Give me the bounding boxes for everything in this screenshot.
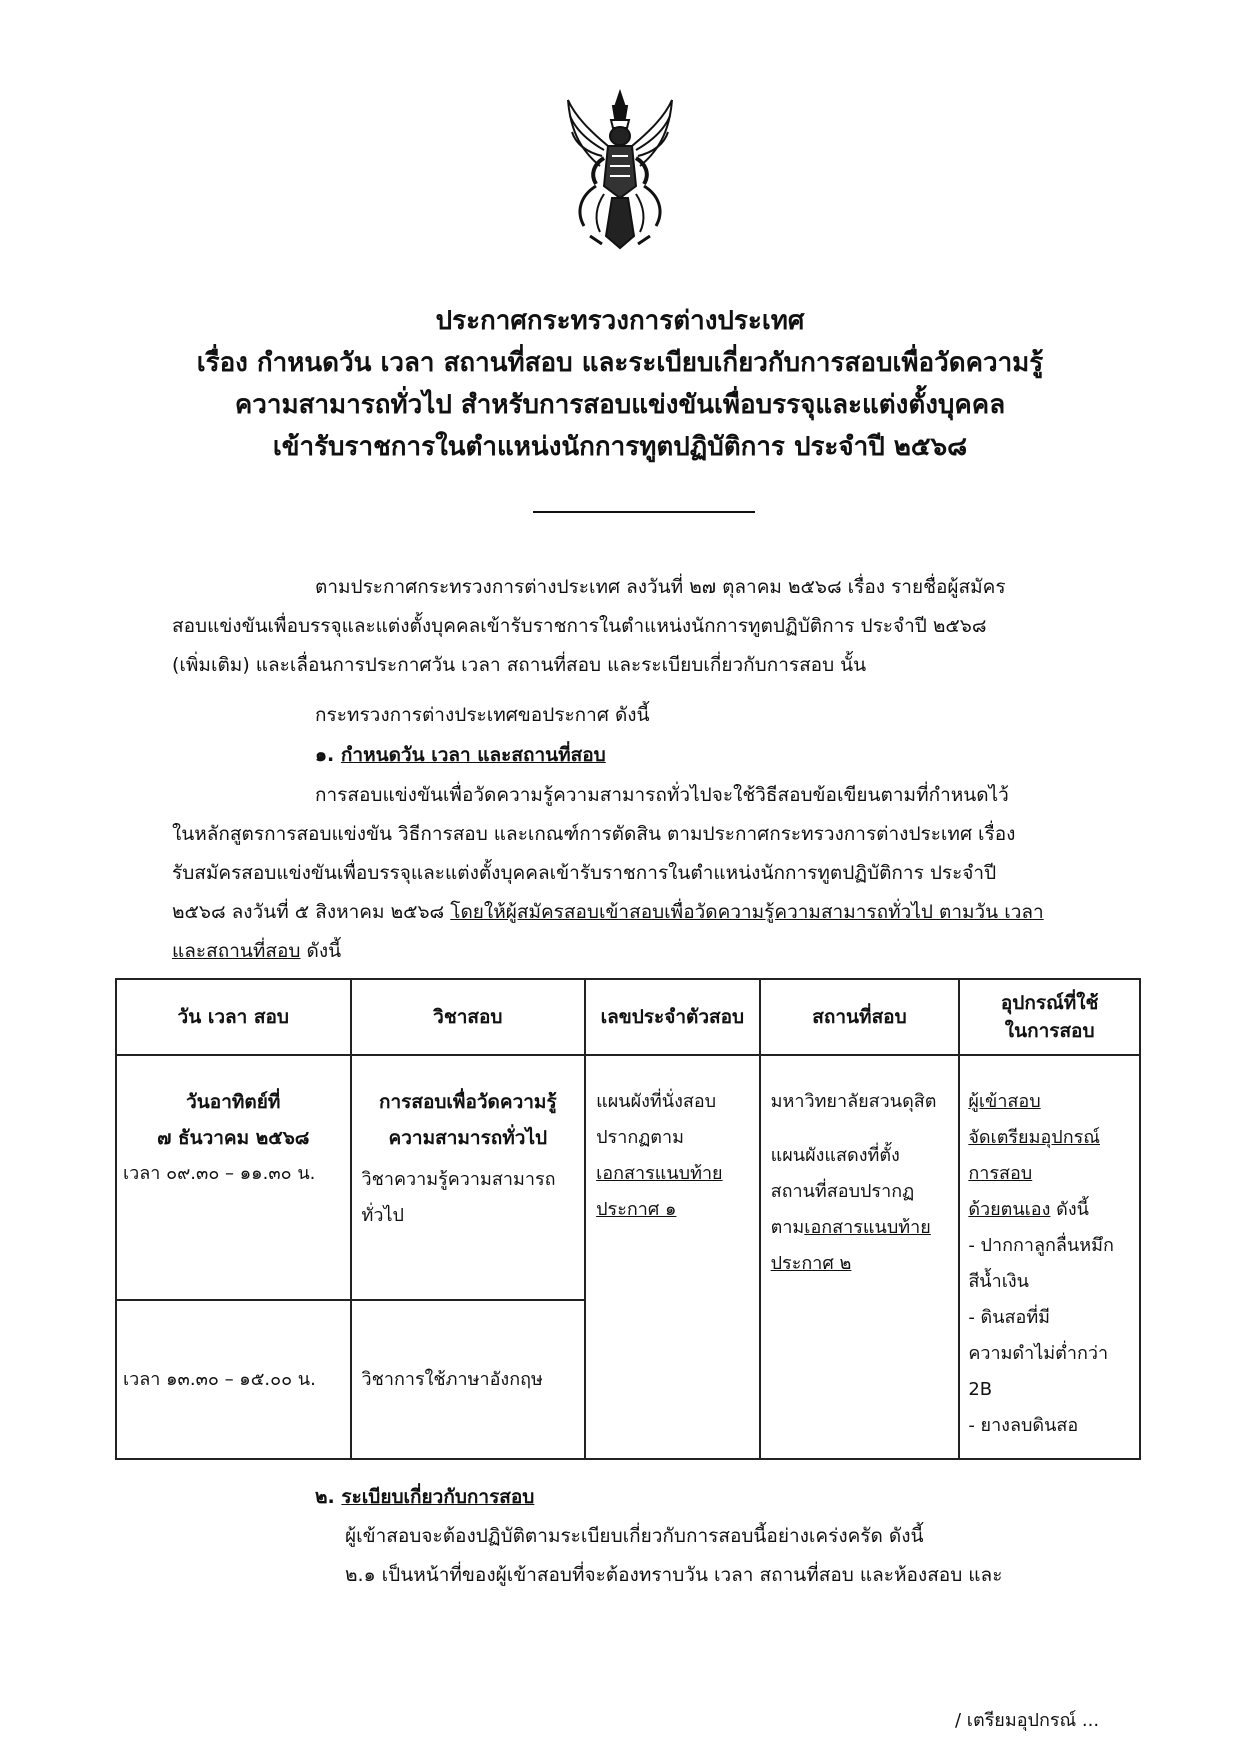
header-exam-id: เลขประจำตัวสอบ xyxy=(585,979,760,1055)
section1-line-2: ในหลักสูตรการสอบแข่งขัน วิธีการสอบ และเกณฑ์การตัดสิน ตามประกาศกระทรวงการต่างประเทศ เรื่อง xyxy=(172,823,1016,845)
section2-line-2: ๒.๑ เป็นหน้าที่ของผู้เข้าสอบที่จะต้องทราบวัน เวลา สถานที่สอบ และห้องสอบ และ xyxy=(345,1564,1003,1586)
intro-line-3: (เพิ่มเติม) และเลื่อนการประกาศวัน เวลา สถานที่สอบ และระเบียบเกี่ยวกับการสอบ นั้น xyxy=(172,654,867,676)
equip-line-4-underlined: ด้วยตนเอง xyxy=(968,1199,1051,1220)
section1-heading-text: กำหนดวัน เวลา และสถานที่สอบ xyxy=(340,744,606,766)
header-equipment-line-2: ในการสอบ xyxy=(1004,1020,1095,1042)
venue-line-4 xyxy=(771,1210,959,1246)
title-divider xyxy=(533,511,755,513)
venue-line-4-underlined: เอกสารแนบท้าย xyxy=(804,1217,931,1238)
exam-id-line-2: ปรากฏตาม xyxy=(596,1127,684,1148)
equip-line-4 xyxy=(968,1192,1139,1228)
section1-line-5-plain: ดังนี้ xyxy=(300,940,342,962)
garuda-emblem xyxy=(560,86,680,251)
section1-line-3: รับสมัครสอบแข่งขันเพื่อบรรจุและแต่งตั้งบุคคลเข้ารับราชการในตำแหน่งนักการทูตปฏิบัติการ ประจำปี xyxy=(172,862,997,884)
cell-subject-1 xyxy=(351,1055,586,1300)
section1-line-4 xyxy=(172,895,1044,929)
exam-id-line-4: ประกาศ ๑ xyxy=(596,1199,677,1220)
equip-line-5: - ปากกาลูกลื่นหมึก xyxy=(968,1235,1114,1256)
exam-date-line-2: ๗ ธันวาคม ๒๕๖๘ xyxy=(157,1127,310,1149)
equip-line-7: - ดินสอที่มี xyxy=(968,1307,1051,1328)
header-subject: วิชาสอบ xyxy=(351,979,586,1055)
header-date-time: วัน เวลา สอบ xyxy=(116,979,351,1055)
venue-line-4-plain: ตาม xyxy=(770,1217,805,1238)
page-continuation: / เตรียมอุปกรณ์ ... xyxy=(955,1710,1100,1731)
equip-line-4-plain: ดังนี้ xyxy=(1050,1199,1089,1220)
equip-line-1: ผู้เข้าสอบ xyxy=(968,1091,1041,1112)
section2-line-1: ผู้เข้าสอบจะต้องปฏิบัติตามระเบียบเกี่ยวกับการสอบนี้อย่างเคร่งครัด ดังนี้ xyxy=(345,1525,924,1547)
section1-line-4-plain: ๒๕๖๘ ลงวันที่ ๕ สิงหาคม ๒๕๖๘ xyxy=(172,901,451,923)
venue-line-2: แผนผังแสดงที่ตั้ง xyxy=(770,1145,900,1166)
cell-subject-2 xyxy=(351,1300,586,1459)
cell-date-time-2 xyxy=(116,1300,351,1459)
title-line-2: เรื่อง กำหนดวัน เวลา สถานที่สอบ และระเบียบเกี่ยวกับการสอบเพื่อวัดความรู้ xyxy=(196,348,1044,378)
equip-line-10: - ยางลบดินสอ xyxy=(968,1415,1079,1436)
header-venue: สถานที่สอบ xyxy=(760,979,960,1055)
table-row xyxy=(116,1055,1140,1300)
section1-line-1: การสอบแข่งขันเพื่อวัดความรู้ความสามารถทั่วไปจะใช้วิธีสอบข้อเขียนตามที่กำหนดไว้ xyxy=(315,784,1009,806)
equip-line-8: ความดำไม่ต่ำกว่า xyxy=(968,1343,1109,1364)
equip-line-3: การสอบ xyxy=(968,1163,1033,1184)
header-equipment-line-1: อุปกรณ์ที่ใช้ xyxy=(1000,992,1099,1014)
cell-exam-id xyxy=(585,1055,760,1459)
section1-line-5 xyxy=(172,934,341,968)
exam-time-1: เวลา ๐๙.๓๐ – ๑๑.๓๐ น. xyxy=(123,1163,316,1184)
intro-line-2: สอบแข่งขันเพื่อบรรจุและแต่งตั้งบุคคลเข้ารับราชการในตำแหน่งนักการทูตปฏิบัติการ ประจำปี ๒๕๖๘ xyxy=(172,615,987,637)
table-header-row xyxy=(116,979,1140,1055)
subject-2: วิชาการใช้ภาษาอังกฤษ xyxy=(361,1368,543,1390)
exam-id-line-1: แผนผังที่นั่งสอบ xyxy=(596,1091,717,1112)
section2-number: ๒. xyxy=(315,1486,335,1508)
section1-number: ๑. xyxy=(315,744,335,766)
exam-date-line-1: วันอาทิตย์ที่ xyxy=(186,1091,281,1113)
subject-main-line-1: การสอบเพื่อวัดความรู้ xyxy=(378,1091,557,1113)
section2-heading-text: ระเบียบเกี่ยวกับการสอบ xyxy=(341,1486,535,1508)
section1-line-5-underlined: และสถานที่สอบ xyxy=(172,940,301,962)
venue-line-1: มหาวิทยาลัยสวนดุสิต xyxy=(770,1091,937,1112)
cell-equipment xyxy=(959,1055,1140,1459)
title-line-4: เข้ารับราชการในตำแหน่งนักการทูตปฏิบัติการ ประจำปี ๒๕๖๘ xyxy=(272,432,968,462)
equip-line-6: สีน้ำเงิน xyxy=(968,1271,1029,1292)
equip-line-9: 2B xyxy=(968,1379,993,1400)
intro-line-4: กระทรวงการต่างประเทศขอประกาศ ดังนี้ xyxy=(315,704,650,726)
announcement-title xyxy=(0,300,1240,468)
header-equipment xyxy=(959,979,1140,1055)
section1-line-4-underlined: โดยให้ผู้สมัครสอบเข้าสอบเพื่อวัดความรู้ความสามารถทั่วไป ตามวัน เวลา xyxy=(450,901,1044,923)
venue-line-5: ประกาศ ๒ xyxy=(770,1253,852,1274)
section2-heading xyxy=(315,1480,534,1514)
subject-main-line-2: ความสามารถทั่วไป xyxy=(388,1127,548,1149)
intro-line-1: ตามประกาศกระทรวงการต่างประเทศ ลงวันที่ ๒๗ ตุลาคม ๒๕๖๘ เรื่อง รายชื่อผู้สมัคร xyxy=(315,576,1006,598)
title-line-3: ความสามารถทั่วไป สำหรับการสอบแข่งขันเพื่อบรรจุและแต่งตั้งบุคคล xyxy=(234,390,1006,420)
exam-time-2: เวลา ๑๓.๓๐ – ๑๕.๐๐ น. xyxy=(123,1368,316,1390)
exam-schedule-table xyxy=(115,978,1141,1460)
equip-line-2: จัดเตรียมอุปกรณ์ xyxy=(968,1127,1100,1148)
cell-venue xyxy=(760,1055,960,1459)
cell-date-time-1 xyxy=(116,1055,351,1300)
subject-1-line-1: วิชาความรู้ความสามารถ xyxy=(361,1169,556,1190)
subject-1-line-2: ทั่วไป xyxy=(361,1205,404,1226)
section1-heading xyxy=(315,738,606,772)
venue-line-3: สถานที่สอบปรากฏ xyxy=(770,1181,915,1202)
exam-id-line-3: เอกสารแนบท้าย xyxy=(596,1163,723,1184)
title-line-1: ประกาศกระทรวงการต่างประเทศ xyxy=(435,306,805,336)
